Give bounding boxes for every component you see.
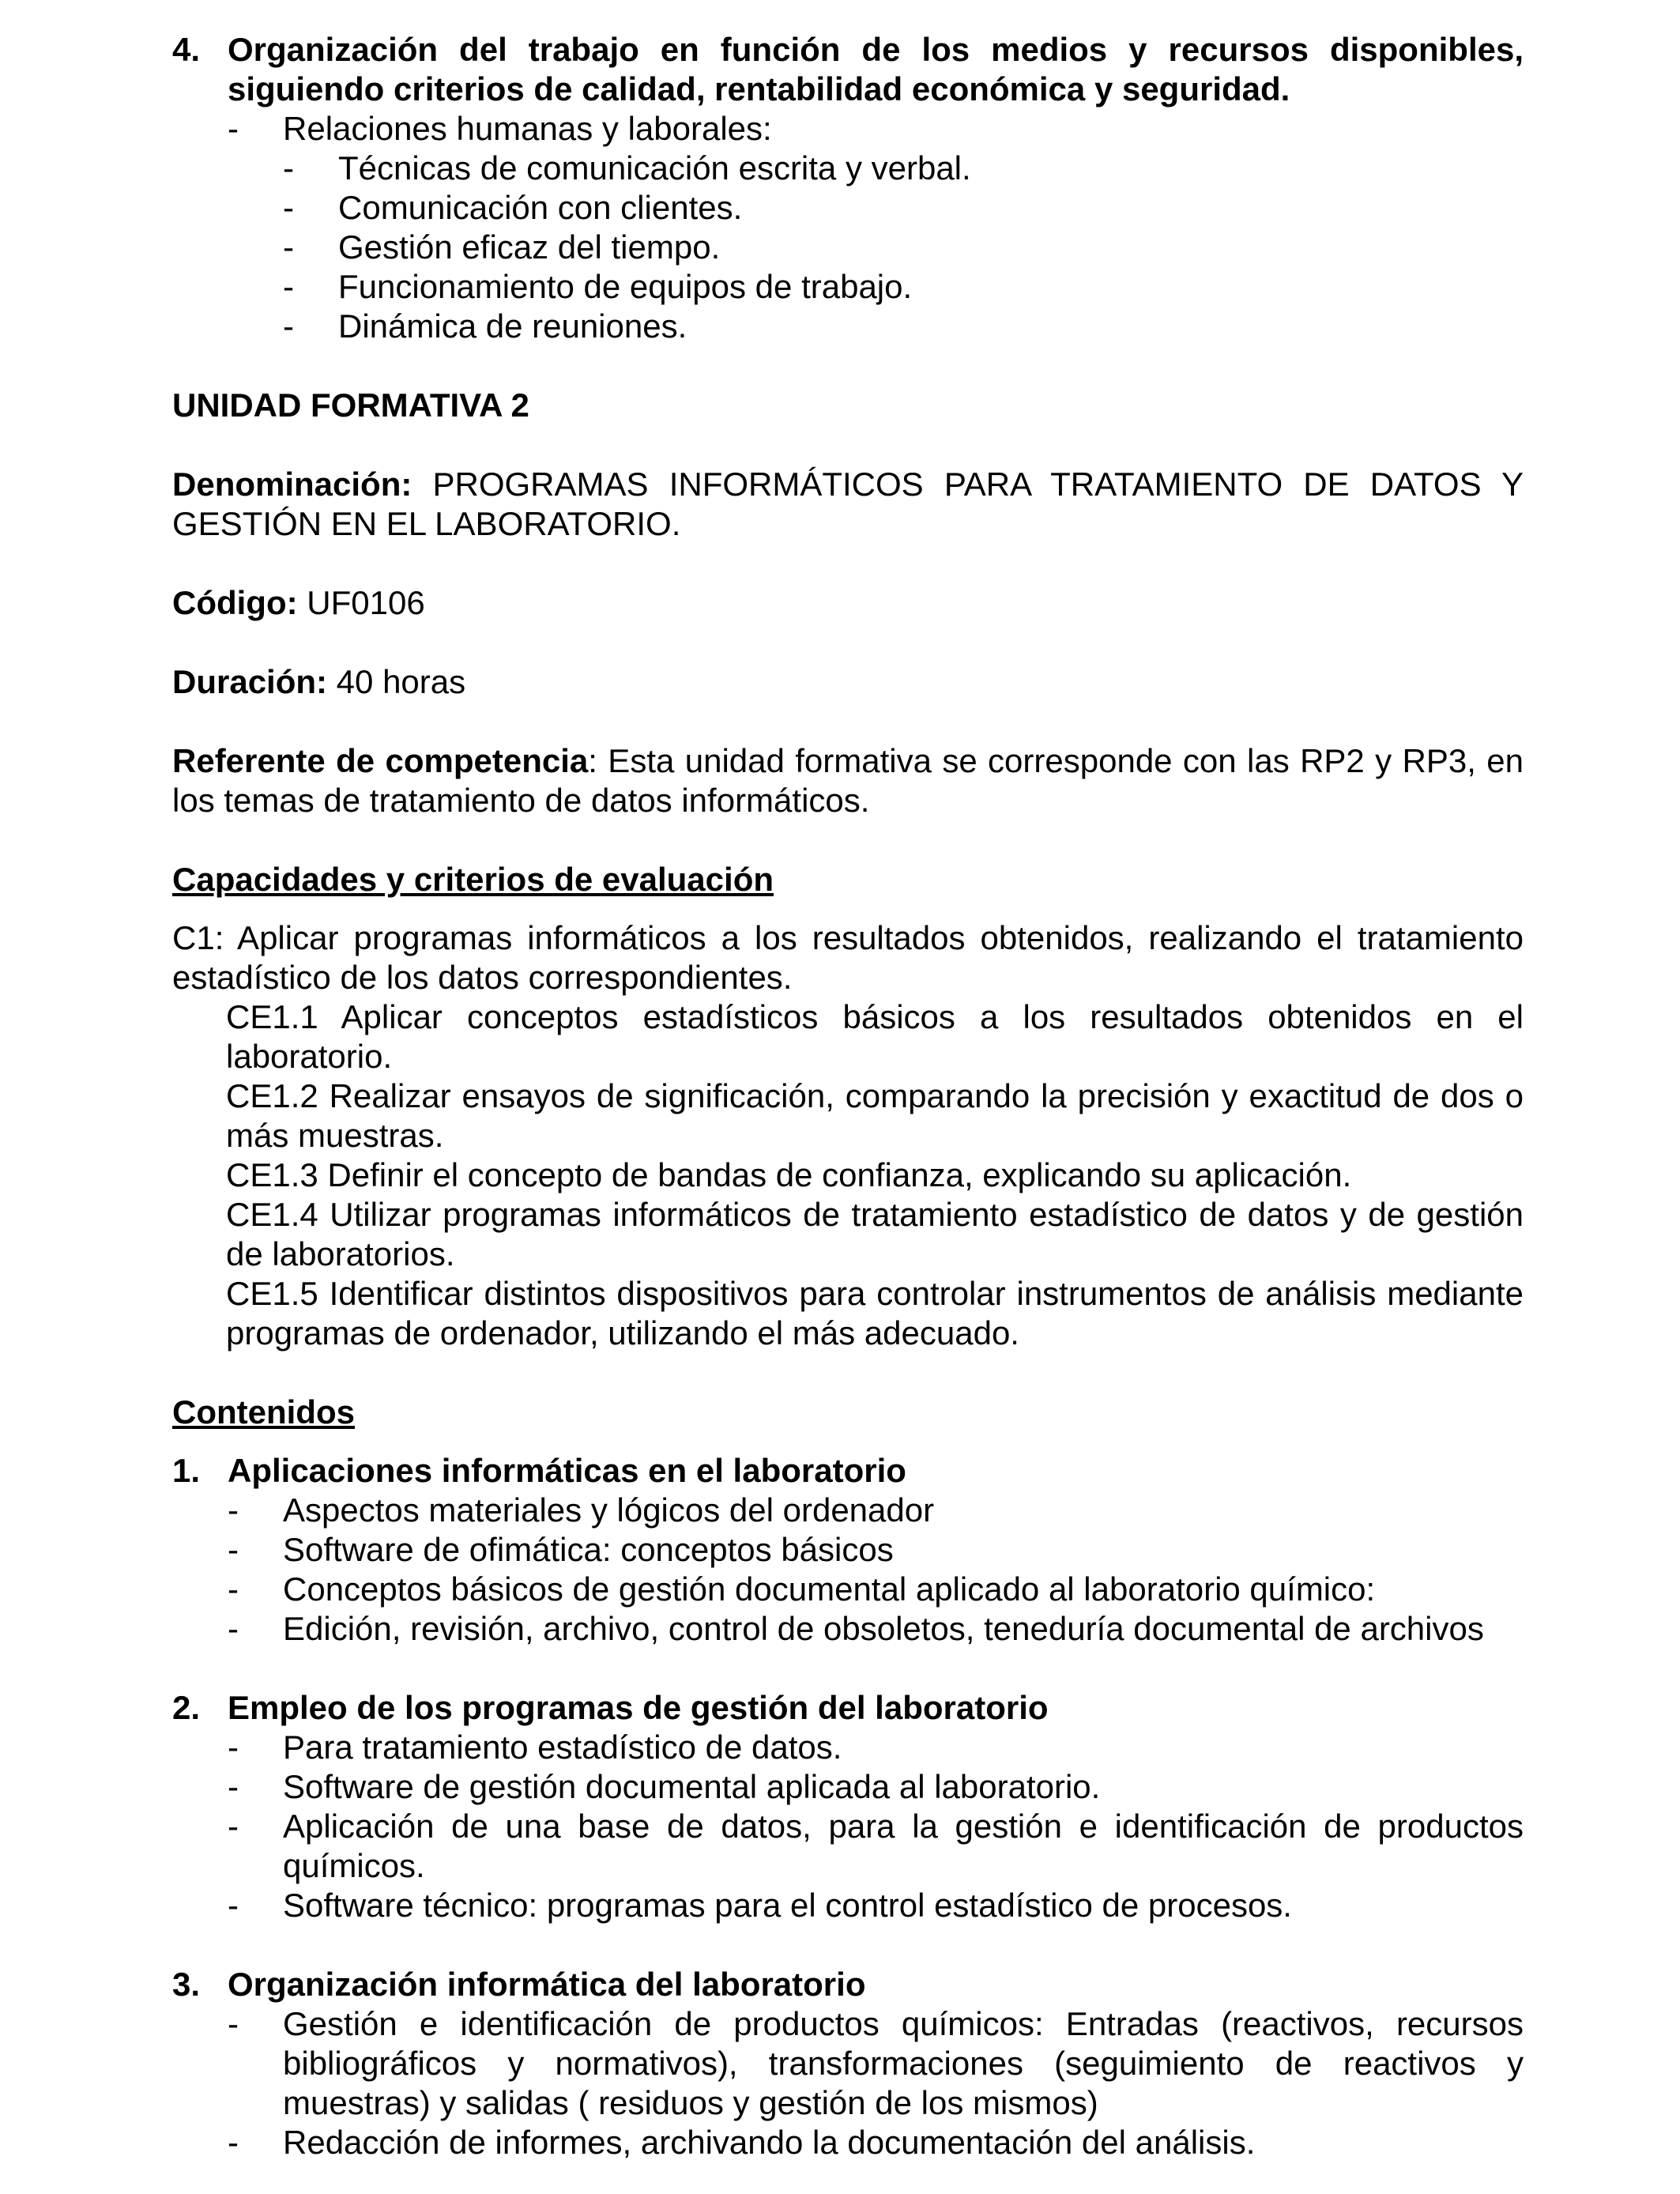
list-item: - Software de gestión documental aplicada al laboratorio. xyxy=(228,1768,1101,1805)
criterio-ce1-2: CE1.2 Realizar ensayos de significación, comparando la precisión y exactitud de dos o más muestras. xyxy=(226,1077,1524,1154)
section-4-title: Organización del trabajo en función de los medios y recursos disponibles, siguiendo criterios de calidad, rentabilidad económica y seguridad. xyxy=(228,31,1524,107)
list-item: - Aplicación de una base de datos, para la gestión e identificación de productos químicos. xyxy=(228,1808,1524,1884)
list-item: - Para tratamiento estadístico de datos. xyxy=(228,1728,842,1766)
capacidad-c1: C1: Aplicar programas informáticos a los resultados obtenidos, realizando el tratamiento estadístico de los datos correspondientes. xyxy=(172,919,1524,996)
list-item: - Técnicas de comunicación escrita y verbal. xyxy=(283,149,971,187)
contenido-1 xyxy=(172,1451,1524,1491)
contenido-1-number: 1. xyxy=(172,1452,201,1489)
contenido-3-title: Organización informática del laboratorio xyxy=(228,1966,866,2003)
unit-heading: UNIDAD FORMATIVA 2 xyxy=(172,386,529,424)
list-item: - Relaciones humanas y laborales: xyxy=(228,110,772,147)
contenido-2 xyxy=(172,1688,1524,1728)
section-4-number: 4. xyxy=(172,31,201,68)
contenido-3-number: 3. xyxy=(172,1966,201,2003)
contenido-2-list xyxy=(172,1728,1524,1925)
list-item: - Software de ofimática: conceptos básicos xyxy=(228,1531,894,1568)
document-content xyxy=(172,30,1524,2162)
denominacion xyxy=(172,465,1524,544)
list-item: - Software técnico: programas para el control estadístico de procesos. xyxy=(228,1887,1292,1924)
criterio-ce1-5: CE1.5 Identificar distintos dispositivos para controlar instrumentos de análisis mediante programas de ordenador, utilizando el más adecuado. xyxy=(226,1275,1524,1351)
duracion-label: Duración: xyxy=(172,663,328,700)
list-item: - Gestión eficaz del tiempo. xyxy=(283,228,721,266)
denominacion-label: Denominación: xyxy=(172,466,412,503)
section-4 xyxy=(172,30,1524,109)
codigo xyxy=(172,583,1524,623)
criterio-ce1-4: CE1.4 Utilizar programas informáticos de tratamiento estadístico de datos y de gestión de laboratorios. xyxy=(226,1196,1524,1272)
codigo-value: UF0106 xyxy=(297,584,425,621)
criterio-ce1-3: CE1.3 Definir el concepto de bandas de confianza, explicando su aplicación. xyxy=(226,1156,1352,1193)
contenido-2-title: Empleo de los programas de gestión del laboratorio xyxy=(228,1689,1049,1726)
list-item: - Funcionamiento de equipos de trabajo. xyxy=(283,268,913,305)
criterio-ce1-1: CE1.1 Aplicar conceptos estadísticos básicos a los resultados obtenidos en el laboratorio. xyxy=(226,998,1524,1075)
duracion-value: 40 horas xyxy=(327,663,466,700)
list-item: - Gestión e identificación de productos químicos: Entradas (reactivos, recursos bibliográficos y normativos), transformaciones (seguimiento de reactivos y muestras) y salidas ( residuos y gestión de los mismos) xyxy=(228,2005,1524,2121)
capacidades-heading: Capacidades y criterios de evaluación xyxy=(172,861,774,898)
contenido-2-number: 2. xyxy=(172,1689,201,1726)
list-item: - Comunicación con clientes. xyxy=(283,189,743,226)
duracion xyxy=(172,662,1524,702)
denominacion-value: PROGRAMAS INFORMÁTICOS PARA TRATAMIENTO DE DATOS Y GESTIÓN EN EL LABORATORIO. xyxy=(172,466,1524,542)
referente xyxy=(172,741,1524,820)
codigo-label: Código: xyxy=(172,584,298,621)
list-item: - Edición, revisión, archivo, control de obsoletos, teneduría documental de archivos xyxy=(228,1610,1484,1647)
list-item: - Aspectos materiales y lógicos del ordenador xyxy=(228,1491,935,1529)
contenido-3-list xyxy=(172,2004,1524,2162)
list-item: - Dinámica de reuniones. xyxy=(283,307,687,345)
contenidos-heading: Contenidos xyxy=(172,1393,355,1431)
list-item: - Conceptos básicos de gestión documental aplicado al laboratorio químico: xyxy=(228,1570,1376,1608)
referente-value: : Esta unidad formativa se corresponde con las RP2 y RP3, en los temas de tratamiento de datos informáticos. xyxy=(172,742,1524,819)
contenido-3 xyxy=(172,1965,1524,2004)
contenido-1-list xyxy=(172,1491,1524,1649)
section-4-list xyxy=(172,109,1524,346)
contenido-1-title: Aplicaciones informáticas en el laboratorio xyxy=(228,1452,906,1489)
list-item: - Redacción de informes, archivando la documentación del análisis. xyxy=(228,2124,1256,2161)
referente-label: Referente de competencia xyxy=(172,742,589,779)
